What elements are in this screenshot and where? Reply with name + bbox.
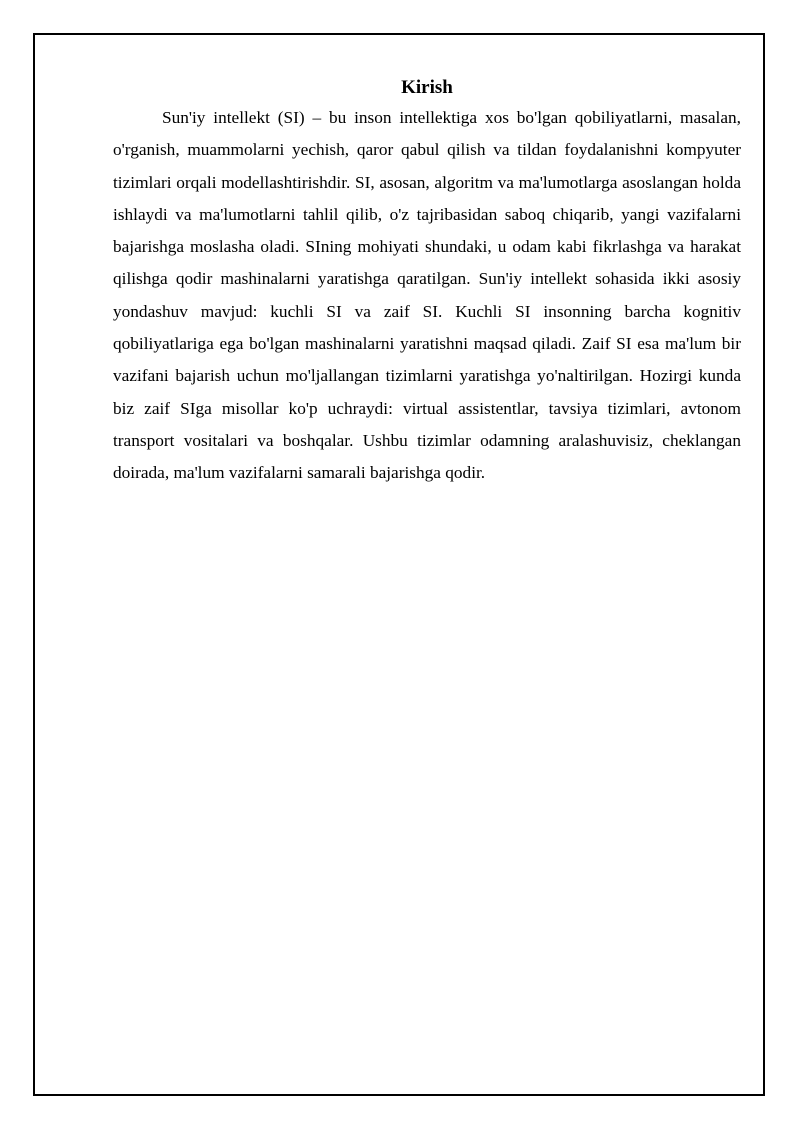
body-paragraph: Sun'iy intellekt (SI) – bu inson intellektiga xos bo'lgan qobiliyatlarni, masalan, o'rganish, muammolarni yechish, qaror qabul qilish va tildan foydalanishni kompyuter tizimlari orqali modellashtirishdir. SI, asosan, algoritm va ma'lumotlarga asoslangan holda ishlaydi va ma'lumotlarni tahlil qilib, o'z tajribasidan saboq chiqarib, yangi vazifalarni bajarishga moslasha oladi. SIning mohiyati shundaki, u odam kabi fikrlashga va harakat qilishga qodir mashinalarni yaratishga qaratilgan. Sun'iy intellekt sohasida ikki asosiy yondashuv mavjud: kuchli SI va zaif SI. Kuchli SI insonning barcha kognitiv qobiliyatlariga ega bo'lgan mashinalarni yaratishni maqsad qiladi. Zaif SI esa ma'lum bir vazifani bajarish uchun mo'ljallangan tizimlarni yaratishga yo'naltirilgan. Hozirgi kunda biz zaif SIga misollar ko'p uchraydi: virtual assistentlar, tavsiya tizimlari, avtonom transport vositalari va boshqalar. Ushbu tizimlar odamning aralashuvisiz, cheklangan doirada, ma'lum vazifalarni samarali bajarishga qodir.: [113, 108, 741, 483]
document-content: [113, 74, 741, 490]
section-heading: Kirish: [401, 77, 453, 98]
